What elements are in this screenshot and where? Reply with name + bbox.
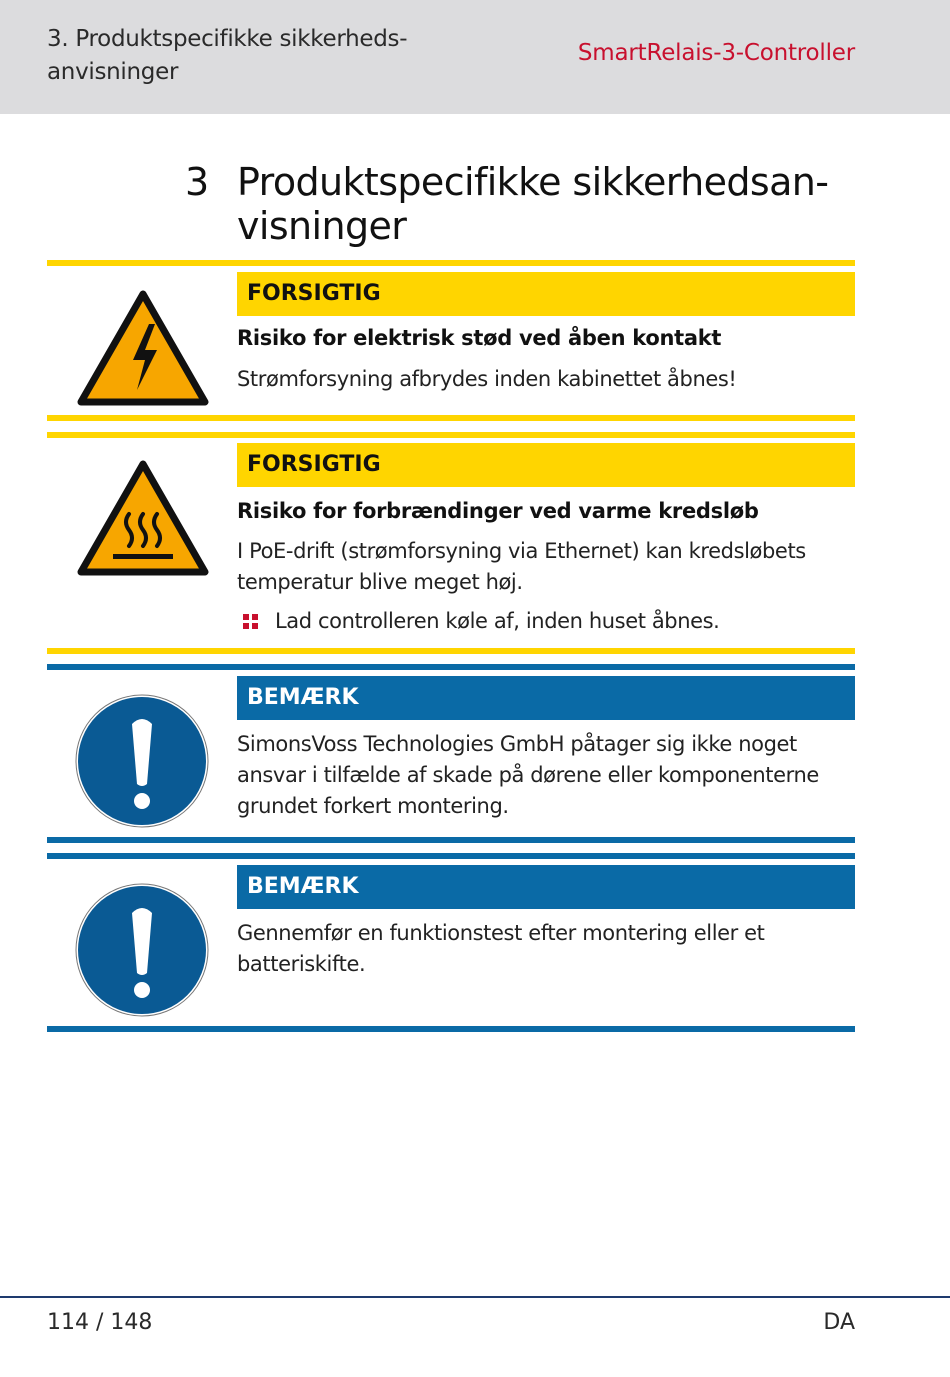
notice-top-rule [47, 853, 855, 859]
caution-notice-electric [47, 260, 855, 422]
notice-heading: Risiko for forbrændinger ved varme kredsløb [237, 499, 759, 523]
hot-surface-warning-icon [75, 458, 211, 580]
mandatory-exclamation-icon [75, 883, 209, 1017]
notice-label: FORSIGTIG [237, 443, 855, 487]
mandatory-exclamation-icon [75, 694, 209, 828]
electric-shock-warning-icon [75, 288, 211, 410]
notice-top-rule [47, 664, 855, 670]
chapter-title: Produktspecifikke sikkerhedsan-visninger [237, 160, 829, 248]
notice-bottom-rule [47, 837, 855, 843]
notice-heading: Risiko for elektrisk stød ved åben kontakt [237, 326, 722, 350]
notice-top-rule [47, 260, 855, 266]
footer-divider [0, 1296, 950, 1298]
chapter-number: 3 [185, 160, 210, 204]
notice-bottom-rule [47, 1026, 855, 1032]
header-product-name: SmartRelais-3-Controller [577, 40, 855, 66]
caution-notice-hot [47, 432, 855, 656]
language-code: DA [823, 1310, 855, 1335]
page-header [0, 0, 950, 114]
notice-bottom-rule [47, 648, 855, 654]
notice-bullet-text: Lad controlleren køle af, inden huset åbnes. [275, 609, 720, 633]
notice-text: Strømforsyning afbrydes inden kabinettet åbnes! [237, 367, 737, 391]
notice-label: FORSIGTIG [237, 272, 855, 316]
notice-text: SimonsVoss Technologies GmbH påtager sig ikke noget ansvar i tilfælde af skade på dørene eller komponenterne grundet forkert montering. [237, 732, 819, 818]
notice-bottom-rule [47, 415, 855, 421]
notice-label: BEMÆRK [237, 676, 855, 720]
notice-text: I PoE-drift (strømforsyning via Ethernet) kan kredsløbets temperatur blive meget høj. [237, 539, 806, 594]
notice-text: Gennemfør en funktionstest efter montering eller et batteriskifte. [237, 921, 765, 976]
bullet-icon [243, 614, 259, 630]
note-notice-function-test [47, 853, 855, 1033]
page-number: 114 / 148 [47, 1310, 153, 1335]
note-notice-liability [47, 664, 855, 844]
header-section-title: 3. Produktspecifikke sikkerheds-anvisninger [47, 26, 408, 85]
notice-label: BEMÆRK [237, 865, 855, 909]
notice-top-rule [47, 432, 855, 438]
